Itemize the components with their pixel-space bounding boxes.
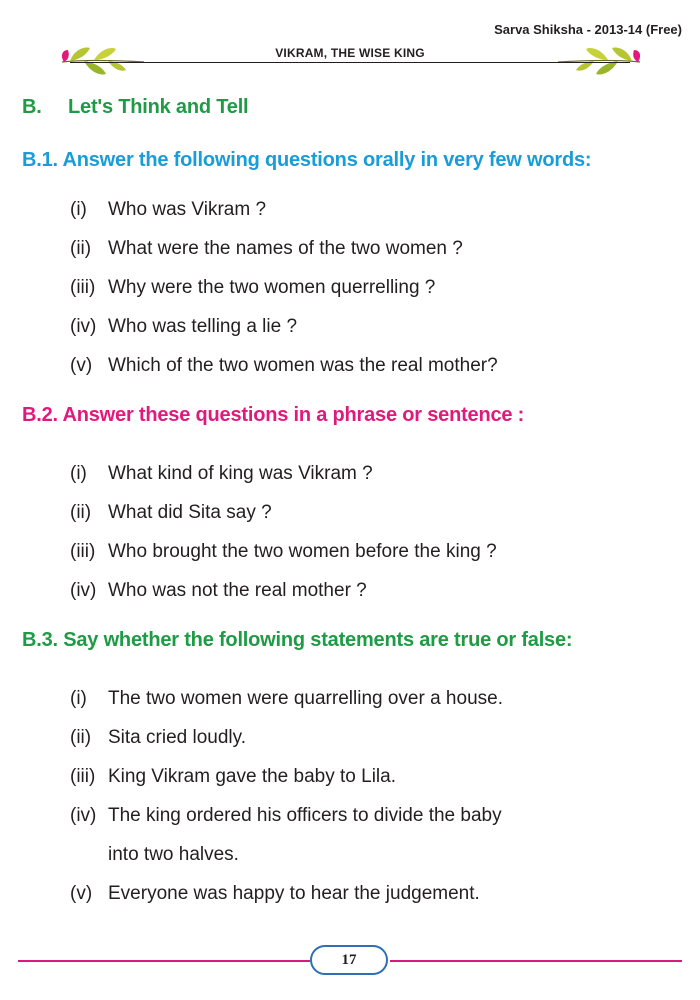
list-item: (i) The two women were quarrelling over a house. [70, 688, 503, 709]
b3-heading: B.3. Say whether the following statements are true or false: [22, 629, 573, 651]
list-item: (i) What kind of king was Vikram ? [70, 463, 373, 484]
list-item: (iv) Who was telling a lie ? [70, 316, 298, 337]
b1-heading: B.1. Answer the following questions orally in very few words: [22, 149, 592, 171]
list-item: (iii) Who brought the two women before the king ? [70, 541, 497, 562]
list-item: (iv) The king ordered his officers to divide the baby [70, 805, 502, 826]
section-b-title: Let's Think and Tell [68, 96, 249, 118]
footer-rule-right [390, 960, 682, 962]
list-item: (ii) What were the names of the two women ? [70, 238, 463, 259]
page-number: 17 [310, 945, 388, 975]
series-label: Sarva Shiksha - 2013-14 (Free) [494, 22, 682, 37]
section-b-label: B. [22, 96, 42, 118]
list-item: (iv) Who was not the real mother ? [70, 580, 367, 601]
chapter-title: VIKRAM, THE WISE KING [275, 46, 425, 60]
list-item: (iii) King Vikram gave the baby to Lila. [70, 766, 396, 787]
list-item: (ii) Sita cried loudly. [70, 727, 246, 748]
list-item: (v) Which of the two women was the real mother? [70, 355, 498, 376]
footer-rule-left [18, 960, 310, 962]
list-item: (ii) What did Sita say ? [70, 502, 272, 523]
list-item-continuation: into two halves. [108, 844, 239, 865]
list-item: (v) Everyone was happy to hear the judgement. [70, 883, 480, 904]
list-item: (iii) Why were the two women querrelling ? [70, 277, 436, 298]
header-rule [70, 62, 630, 63]
list-item: (i) Who was Vikram ? [70, 199, 267, 220]
section-b-heading [22, 96, 248, 119]
b2-heading: B.2. Answer these questions in a phrase or sentence : [22, 404, 525, 426]
